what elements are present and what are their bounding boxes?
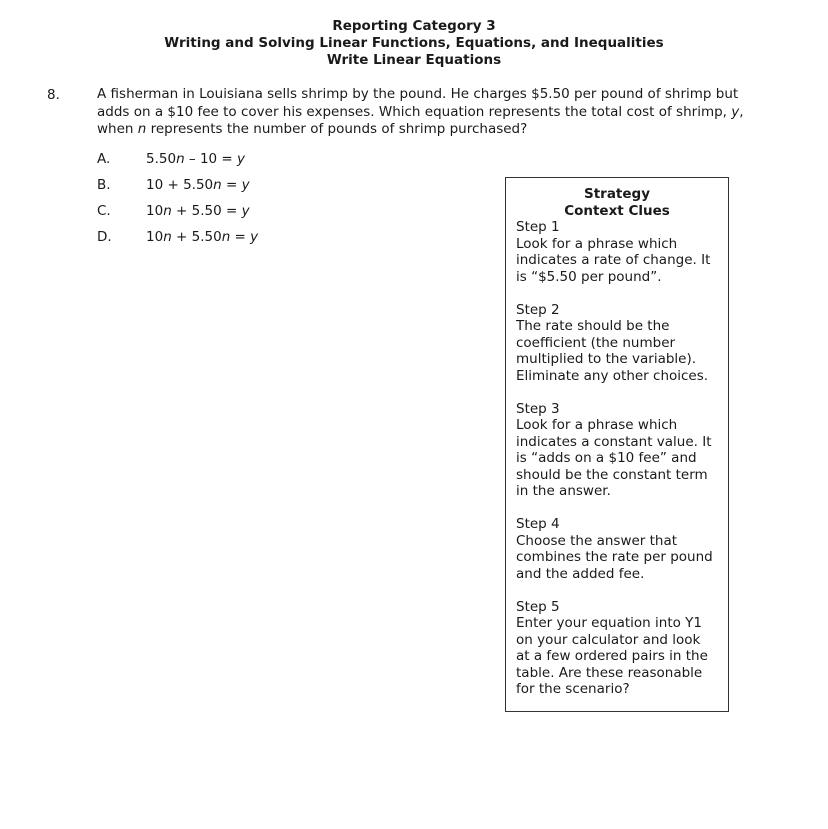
strategy-step-2 — [516, 302, 718, 385]
choice-letter: B. — [97, 177, 111, 193]
step-title: Step 3 — [516, 400, 560, 417]
choice-variable: n — [163, 229, 172, 245]
choice-letter: C. — [97, 203, 111, 219]
choice-variable: y — [241, 203, 250, 219]
choice-a[interactable] — [97, 151, 258, 177]
strategy-step-3 — [516, 401, 718, 500]
choice-variable: n — [213, 177, 222, 193]
stem-variable-y: y — [731, 103, 740, 120]
choice-part: + 5.50 — [171, 229, 222, 245]
step-text: Enter your equation into Y1 on your calculator and look at a few ordered pairs in the table. Are these reasonable for the scenario? — [516, 615, 708, 697]
question-number: 8. — [47, 87, 60, 103]
choice-variable: y — [241, 177, 250, 193]
category-title: Writing and Solving Linear Functions, Equations, and Inequalities — [164, 35, 664, 51]
strategy-step-1 — [516, 219, 718, 285]
stem-text-3: represents the number of pounds of shrimp purchased? — [146, 121, 528, 137]
step-text: Choose the answer that combines the rate per pound and the added fee. — [516, 532, 713, 582]
choice-variable: y — [237, 151, 246, 167]
choice-variable: n — [163, 203, 172, 219]
page-header — [0, 18, 828, 69]
strategy-box — [505, 177, 729, 712]
step-text: Look for a phrase which indicates a rate of change. It is “$5.50 per pound”. — [516, 235, 711, 285]
step-title: Step 2 — [516, 301, 560, 318]
strategy-step-5 — [516, 599, 718, 698]
question-stem — [97, 86, 757, 139]
choice-part: 10 — [146, 203, 164, 219]
step-title: Step 1 — [516, 219, 560, 235]
strategy-subtitle: Context Clues — [564, 202, 670, 219]
stem-text-2: , when — [97, 103, 744, 137]
choice-text — [146, 151, 245, 167]
choice-letter: D. — [97, 229, 112, 245]
step-title: Step 4 — [516, 516, 560, 532]
choice-variable: y — [250, 229, 259, 245]
stem-variable-n: n — [137, 121, 147, 137]
choice-text — [146, 229, 258, 245]
answer-choices — [97, 151, 258, 255]
choice-part: 10 + 5.50 — [146, 177, 214, 193]
choice-part: 10 — [146, 229, 164, 245]
choice-part: = — [230, 229, 251, 245]
choice-text — [146, 203, 250, 219]
choice-part: 5.50 — [146, 151, 177, 167]
step-title: Step 5 — [516, 598, 560, 615]
strategy-title: Strategy — [583, 186, 651, 202]
choice-b[interactable] — [97, 177, 258, 203]
step-text: The rate should be the coefficient (the number multiplied to the variable). Eliminate any other choices. — [516, 318, 709, 384]
choice-part: – 10 = — [184, 151, 238, 167]
choice-part: + 5.50 = — [171, 203, 242, 219]
choice-d[interactable] — [97, 229, 258, 255]
choice-text — [146, 177, 250, 193]
choice-letter: A. — [97, 151, 111, 167]
stem-text-1: A fisherman in Louisiana sells shrimp by the pound. He charges $5.50 per pound of shrimp but adds on a $10 fee to cover his expenses. Which equation represents the total cost of shrimp, — [97, 86, 739, 120]
choice-variable: n — [221, 229, 231, 245]
choice-part: = — [221, 177, 242, 193]
reporting-category: Reporting Category 3 — [332, 18, 496, 34]
choice-variable: n — [176, 151, 185, 167]
choice-c[interactable] — [97, 203, 258, 229]
step-text: Look for a phrase which indicates a constant value. It is “adds on a $10 fee” and should be the constant term in the answer. — [516, 417, 712, 499]
skill-title: Write Linear Equations — [326, 52, 502, 68]
strategy-step-4 — [516, 516, 718, 582]
